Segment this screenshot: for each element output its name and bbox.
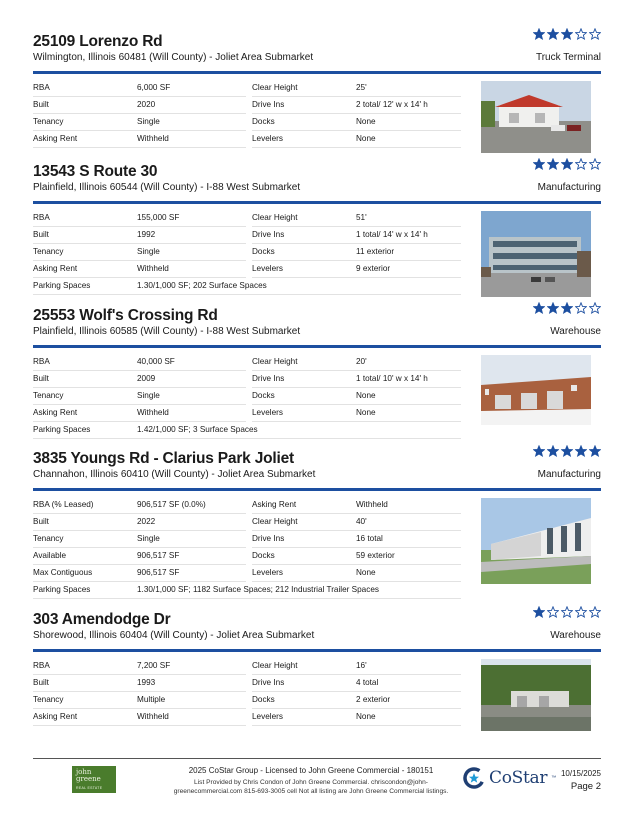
spec-row bbox=[33, 210, 461, 227]
star-filled-icon bbox=[533, 302, 545, 314]
spec-value: 11 exterior bbox=[356, 244, 461, 261]
spec-value: None bbox=[356, 709, 461, 726]
spec-value: 59 exterior bbox=[356, 548, 461, 565]
spec-value: 25' bbox=[356, 80, 461, 97]
spec-value: Withheld bbox=[137, 709, 246, 726]
property-type: Manufacturing bbox=[537, 182, 601, 193]
property-photo[interactable] bbox=[481, 659, 591, 731]
property-address: Channahon, Illinois 60410 (Will County) - Joliet Area Submarket bbox=[33, 469, 316, 480]
property-address: Plainfield, Illinois 60544 (Will County) - I-88 West Submarket bbox=[33, 182, 301, 193]
star-outline-icon bbox=[547, 606, 559, 618]
spec-row bbox=[33, 692, 461, 709]
star-filled-icon bbox=[533, 158, 545, 170]
spec-value: 1.30/1,000 SF; 202 Surface Spaces bbox=[137, 278, 461, 295]
star-outline-icon bbox=[589, 302, 601, 314]
section-divider bbox=[33, 649, 601, 652]
property-photo[interactable] bbox=[481, 81, 591, 153]
logo-word-greene: greene bbox=[76, 775, 101, 783]
spec-label: Available bbox=[33, 548, 137, 565]
spec-value: 4 total bbox=[356, 675, 461, 692]
spec-value: Single bbox=[137, 531, 246, 548]
star-outline-icon bbox=[575, 606, 587, 618]
spec-value: Withheld bbox=[137, 131, 246, 148]
spec-row bbox=[33, 227, 461, 244]
property-photo-image bbox=[481, 498, 591, 584]
property-address: Plainfield, Illinois 60585 (Will County) - I-88 West Submarket bbox=[33, 326, 301, 337]
spec-value: 1 total/ 10' w x 14' h bbox=[356, 371, 461, 388]
spec-row bbox=[33, 565, 461, 582]
spec-label: Asking Rent bbox=[33, 405, 137, 422]
property-type: Truck Terminal bbox=[535, 52, 601, 63]
spec-row bbox=[33, 97, 461, 114]
section-divider bbox=[33, 71, 601, 74]
costar-logo-icon bbox=[463, 767, 485, 789]
star-filled-icon bbox=[547, 158, 559, 170]
property-address: Wilmington, Illinois 60481 (Will County) - Joliet Area Submarket bbox=[33, 52, 314, 63]
spec-row bbox=[33, 371, 461, 388]
costar-logo bbox=[463, 766, 556, 790]
spec-label: Levelers bbox=[252, 261, 356, 278]
spec-label: Drive Ins bbox=[252, 227, 356, 244]
footer-license-line: 2025 CoStar Group - Licensed to John Greene Commercial - 180151 bbox=[188, 766, 434, 775]
star-rating bbox=[533, 445, 601, 457]
spec-label: Drive Ins bbox=[252, 371, 356, 388]
spec-value: 51' bbox=[356, 210, 461, 227]
spec-label: RBA (% Leased) bbox=[33, 497, 137, 514]
spec-row bbox=[33, 658, 461, 675]
spec-value: 906,517 SF bbox=[137, 548, 246, 565]
spec-value: Withheld bbox=[137, 261, 246, 278]
spec-row bbox=[33, 548, 461, 565]
spec-row bbox=[33, 405, 461, 422]
spec-value: 2022 bbox=[137, 514, 246, 531]
spec-value: 1.30/1,000 SF; 1182 Surface Spaces; 212 Industrial Trailer Spaces bbox=[137, 582, 461, 599]
property-title[interactable]: 25109 Lorenzo Rd bbox=[33, 33, 163, 50]
spec-value: 2020 bbox=[137, 97, 246, 114]
logo-subtitle: REAL ESTATE bbox=[76, 786, 103, 790]
star-filled-icon bbox=[589, 445, 601, 457]
property-header bbox=[33, 163, 601, 193]
property-title[interactable]: 13543 S Route 30 bbox=[33, 163, 158, 180]
spec-value: 1.42/1,000 SF; 3 Surface Spaces bbox=[137, 422, 461, 439]
spec-row bbox=[33, 497, 461, 514]
spec-row bbox=[33, 388, 461, 405]
spec-label: Docks bbox=[252, 548, 356, 565]
spec-value: 40' bbox=[356, 514, 461, 531]
costar-trademark: ™ bbox=[551, 775, 557, 781]
property-title[interactable]: 3835 Youngs Rd - Clarius Park Joliet bbox=[33, 450, 294, 467]
spec-value: 16 total bbox=[356, 531, 461, 548]
spec-value: 9 exterior bbox=[356, 261, 461, 278]
spec-table bbox=[33, 497, 461, 599]
spec-label: Clear Height bbox=[252, 514, 356, 531]
section-divider bbox=[33, 201, 601, 204]
property-listing bbox=[33, 611, 601, 721]
property-listing bbox=[33, 163, 601, 290]
spec-value: 1993 bbox=[137, 675, 246, 692]
spec-value: Single bbox=[137, 244, 246, 261]
logo-word-john: john bbox=[76, 768, 92, 776]
spec-label: Parking Spaces bbox=[33, 582, 137, 599]
spec-value: None bbox=[356, 114, 461, 131]
spec-label: Drive Ins bbox=[252, 675, 356, 692]
spec-row bbox=[33, 675, 461, 692]
star-filled-icon bbox=[547, 302, 559, 314]
star-outline-icon bbox=[589, 606, 601, 618]
footer-date: 10/15/2025 bbox=[560, 769, 601, 778]
spec-row bbox=[33, 514, 461, 531]
footer-divider bbox=[33, 758, 601, 759]
spec-label: RBA bbox=[33, 658, 137, 675]
star-filled-icon bbox=[575, 445, 587, 457]
spec-label: Tenancy bbox=[33, 114, 137, 131]
star-rating bbox=[533, 606, 601, 618]
property-photo[interactable] bbox=[481, 498, 591, 584]
spec-row bbox=[33, 709, 461, 726]
spec-label: Built bbox=[33, 97, 137, 114]
spec-label: Levelers bbox=[252, 405, 356, 422]
spec-label: Tenancy bbox=[33, 531, 137, 548]
section-divider bbox=[33, 345, 601, 348]
star-outline-icon bbox=[561, 606, 573, 618]
spec-row bbox=[33, 131, 461, 148]
star-rating bbox=[533, 28, 601, 40]
property-photo[interactable] bbox=[481, 211, 591, 297]
spec-row bbox=[33, 80, 461, 97]
star-outline-icon bbox=[589, 158, 601, 170]
property-photo-image bbox=[481, 355, 591, 425]
property-type: Warehouse bbox=[550, 326, 601, 337]
spec-value: 7,200 SF bbox=[137, 658, 246, 675]
spec-value: Withheld bbox=[137, 405, 246, 422]
spec-value: 2 exterior bbox=[356, 692, 461, 709]
property-listing bbox=[33, 33, 601, 143]
spec-label: RBA bbox=[33, 210, 137, 227]
spec-value: None bbox=[356, 565, 461, 582]
spec-label: Built bbox=[33, 371, 137, 388]
property-header bbox=[33, 611, 601, 641]
spec-label: Asking Rent bbox=[33, 131, 137, 148]
spec-value: 1992 bbox=[137, 227, 246, 244]
page-number: Page 2 bbox=[570, 781, 601, 792]
property-header bbox=[33, 307, 601, 337]
spec-row bbox=[33, 531, 461, 548]
spec-value: 20' bbox=[356, 354, 461, 371]
spec-row bbox=[33, 244, 461, 261]
spec-value: 40,000 SF bbox=[137, 354, 246, 371]
star-filled-icon bbox=[561, 28, 573, 40]
spec-table bbox=[33, 210, 461, 295]
spec-label: Asking Rent bbox=[252, 497, 356, 514]
spec-value: 6,000 SF bbox=[137, 80, 246, 97]
spec-label: Max Contiguous bbox=[33, 565, 137, 582]
spec-value: 906,517 SF bbox=[137, 565, 246, 582]
star-rating bbox=[533, 302, 601, 314]
spec-label: Levelers bbox=[252, 709, 356, 726]
footer-credits bbox=[166, 766, 456, 796]
spec-value: 16' bbox=[356, 658, 461, 675]
property-type: Warehouse bbox=[550, 630, 601, 641]
star-filled-icon bbox=[561, 158, 573, 170]
star-filled-icon bbox=[547, 445, 559, 457]
spec-value: None bbox=[356, 388, 461, 405]
spec-value: 2 total/ 12' w x 14' h bbox=[356, 97, 461, 114]
footer-provider-line: List Provided by Chris Condon of John Greene Commercial. chriscondon@john-greenecommercial.com 815-693-3005 cell Not all listing are John Greene Commercial listings. bbox=[173, 779, 449, 795]
spec-label: Clear Height bbox=[252, 354, 356, 371]
spec-value: Multiple bbox=[137, 692, 246, 709]
property-photo[interactable] bbox=[481, 355, 591, 425]
spec-label: Parking Spaces bbox=[33, 422, 137, 439]
spec-label: Tenancy bbox=[33, 692, 137, 709]
spec-table bbox=[33, 354, 461, 439]
star-outline-icon bbox=[575, 158, 587, 170]
spec-label: Built bbox=[33, 227, 137, 244]
property-listing bbox=[33, 307, 601, 434]
star-filled-icon bbox=[533, 606, 545, 618]
spec-label: Tenancy bbox=[33, 388, 137, 405]
star-filled-icon bbox=[547, 28, 559, 40]
spec-label: Drive Ins bbox=[252, 97, 356, 114]
spec-label: Built bbox=[33, 514, 137, 531]
property-header bbox=[33, 450, 601, 480]
star-outline-icon bbox=[589, 28, 601, 40]
star-filled-icon bbox=[561, 445, 573, 457]
spec-row-wide bbox=[33, 582, 461, 599]
property-listing bbox=[33, 450, 601, 594]
star-filled-icon bbox=[533, 445, 545, 457]
spec-label: Drive Ins bbox=[252, 531, 356, 548]
spec-table bbox=[33, 80, 461, 148]
spec-value: Single bbox=[137, 388, 246, 405]
spec-value: None bbox=[356, 131, 461, 148]
property-header bbox=[33, 33, 601, 63]
spec-label: Clear Height bbox=[252, 80, 356, 97]
property-address: Shorewood, Illinois 60404 (Will County) - Joliet Area Submarket bbox=[33, 630, 315, 641]
spec-value: 906,517 SF (0.0%) bbox=[137, 497, 246, 514]
spec-row bbox=[33, 354, 461, 371]
property-photo-image bbox=[481, 659, 591, 731]
spec-label: Docks bbox=[252, 244, 356, 261]
spec-label: Docks bbox=[252, 114, 356, 131]
spec-value: None bbox=[356, 405, 461, 422]
spec-table bbox=[33, 658, 461, 726]
spec-value: 2009 bbox=[137, 371, 246, 388]
spec-label: Asking Rent bbox=[33, 709, 137, 726]
spec-value: 1 total/ 14' w x 14' h bbox=[356, 227, 461, 244]
john-greene-logo bbox=[72, 766, 116, 793]
spec-row bbox=[33, 114, 461, 131]
spec-value: Single bbox=[137, 114, 246, 131]
star-filled-icon bbox=[533, 28, 545, 40]
spec-value: 155,000 SF bbox=[137, 210, 246, 227]
property-title[interactable]: 25553 Wolf's Crossing Rd bbox=[33, 307, 218, 324]
star-rating bbox=[533, 158, 601, 170]
spec-label: Docks bbox=[252, 692, 356, 709]
spec-label: Asking Rent bbox=[33, 261, 137, 278]
spec-label: Clear Height bbox=[252, 210, 356, 227]
spec-value: Withheld bbox=[356, 497, 461, 514]
property-photo-image bbox=[481, 81, 591, 153]
spec-label: Levelers bbox=[252, 565, 356, 582]
spec-row bbox=[33, 261, 461, 278]
spec-row-wide bbox=[33, 422, 461, 439]
section-divider bbox=[33, 488, 601, 491]
star-filled-icon bbox=[561, 302, 573, 314]
costar-wordmark: CoStar bbox=[489, 768, 548, 788]
property-title[interactable]: 303 Amendodge Dr bbox=[33, 611, 171, 628]
spec-label: Docks bbox=[252, 388, 356, 405]
spec-label: RBA bbox=[33, 354, 137, 371]
spec-label: RBA bbox=[33, 80, 137, 97]
star-outline-icon bbox=[575, 302, 587, 314]
spec-label: Built bbox=[33, 675, 137, 692]
property-type: Manufacturing bbox=[537, 469, 601, 480]
property-photo-image bbox=[481, 211, 591, 297]
spec-label: Levelers bbox=[252, 131, 356, 148]
spec-row-wide bbox=[33, 278, 461, 295]
star-outline-icon bbox=[575, 28, 587, 40]
spec-label: Tenancy bbox=[33, 244, 137, 261]
spec-label: Clear Height bbox=[252, 658, 356, 675]
spec-label: Parking Spaces bbox=[33, 278, 137, 295]
